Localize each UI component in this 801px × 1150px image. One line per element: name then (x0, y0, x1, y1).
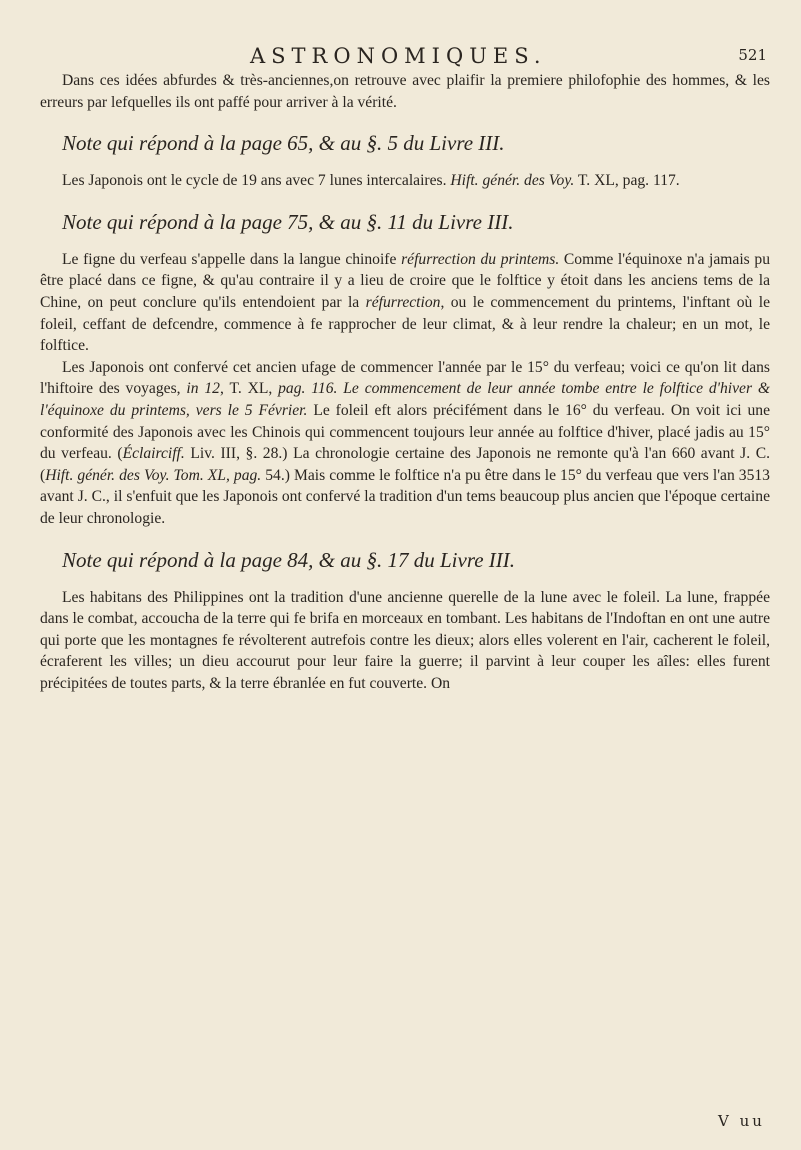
page-header (40, 44, 773, 72)
note-heading: Note qui répond à la page 75, & au §. 11 du Livre III. (62, 209, 514, 234)
paragraph: Les Japonois ont confervé cet ancien ufage de commencer l'année par le 15° du verfeau; voici ce qu'on lit dans l'hiftoire des voyages, in 12, T. XL, pag. 116. Le commencement de leur année tombe entre le folftice d'hiver & l'équinoxe du printems, vers le 5 Février. Le foleil eft alors précifément dans le 16° du verfeau. On voit ici une conformité des Japonois avec les Chinois qui commencent toujours leur année au folftice d'hiver, placé jadis au 15° du verfeau. (Éclairciff. Liv. III, §. 28.) La chronologie certaine des Japonois ne remonte qu'à l'an 660 avant J. C. (Hift. génér. des Voy. Tom. XL, pag. 54.) Mais comme le folftice n'a pu être dans le 15° du verfeau que vers l'an 3513 avant J. C., il s'enfuit que les Japonois ont confervé la tradition d'un tems beaucoup plus ancien que l'époque certaine de leur chronologie. (40, 358, 770, 527)
paragraph: Dans ces idées abfurdes & très-anciennes,on retrouve avec plaifir la premiere philofophie des hommes, & les erreurs par lefquelles ils ont paffé pour arriver à la vérité. (40, 72, 770, 111)
note-heading: Note qui répond à la page 84, & au §. 17 du Livre III. (62, 547, 516, 572)
signature-mark: V uu (718, 1112, 765, 1130)
page-number: 521 (738, 46, 767, 64)
paragraph: Le figne du verfeau s'appelle dans la langue chinoife réfurrection du printems. Comme l'équinoxe n'a jamais pu être placé dans ce figne, & qu'au contraire il y a lieu de croire que le folftice y étoit dans les anciens tems de la Chine, on peut conclure qu'ils entendoient par la réfurrection, ou le commencement du printems, l'inftant où le foleil, ceffant de defcendre, commence à fe rapprocher de leur climat, & à leur rendre la chaleur; en un mot, le folftice. (40, 250, 770, 355)
note-heading: Note qui répond à la page 65, & au §. 5 du Livre III. (62, 131, 505, 156)
body-text (40, 70, 770, 694)
paragraph: Les habitans des Philippines ont la tradition d'une ancienne querelle de la lune avec le foleil. La lune, frappée dans le combat, accoucha de la terre qui fe brifa en morceaux en tombant. Les habitans de l'Indoftan en ont une autre qui porte que les montagnes fe révolterent autrefois contre les dieux; alors elles volerent en l'air, cacherent le foleil, écraferent les villes; un dieu accourut pour leur faire la guerre; il parvint à leur couper les aîles: elles furent précipitées de toutes parts, & la terre ébranlée en fut couverte. On (40, 588, 770, 692)
paragraph: Les Japonois ont le cycle de 19 ans avec 7 lunes intercalaires. Hift. génér. des Voy. T. XL, pag. 117. (62, 172, 680, 190)
running-head: ASTRONOMIQUES. (250, 44, 547, 68)
